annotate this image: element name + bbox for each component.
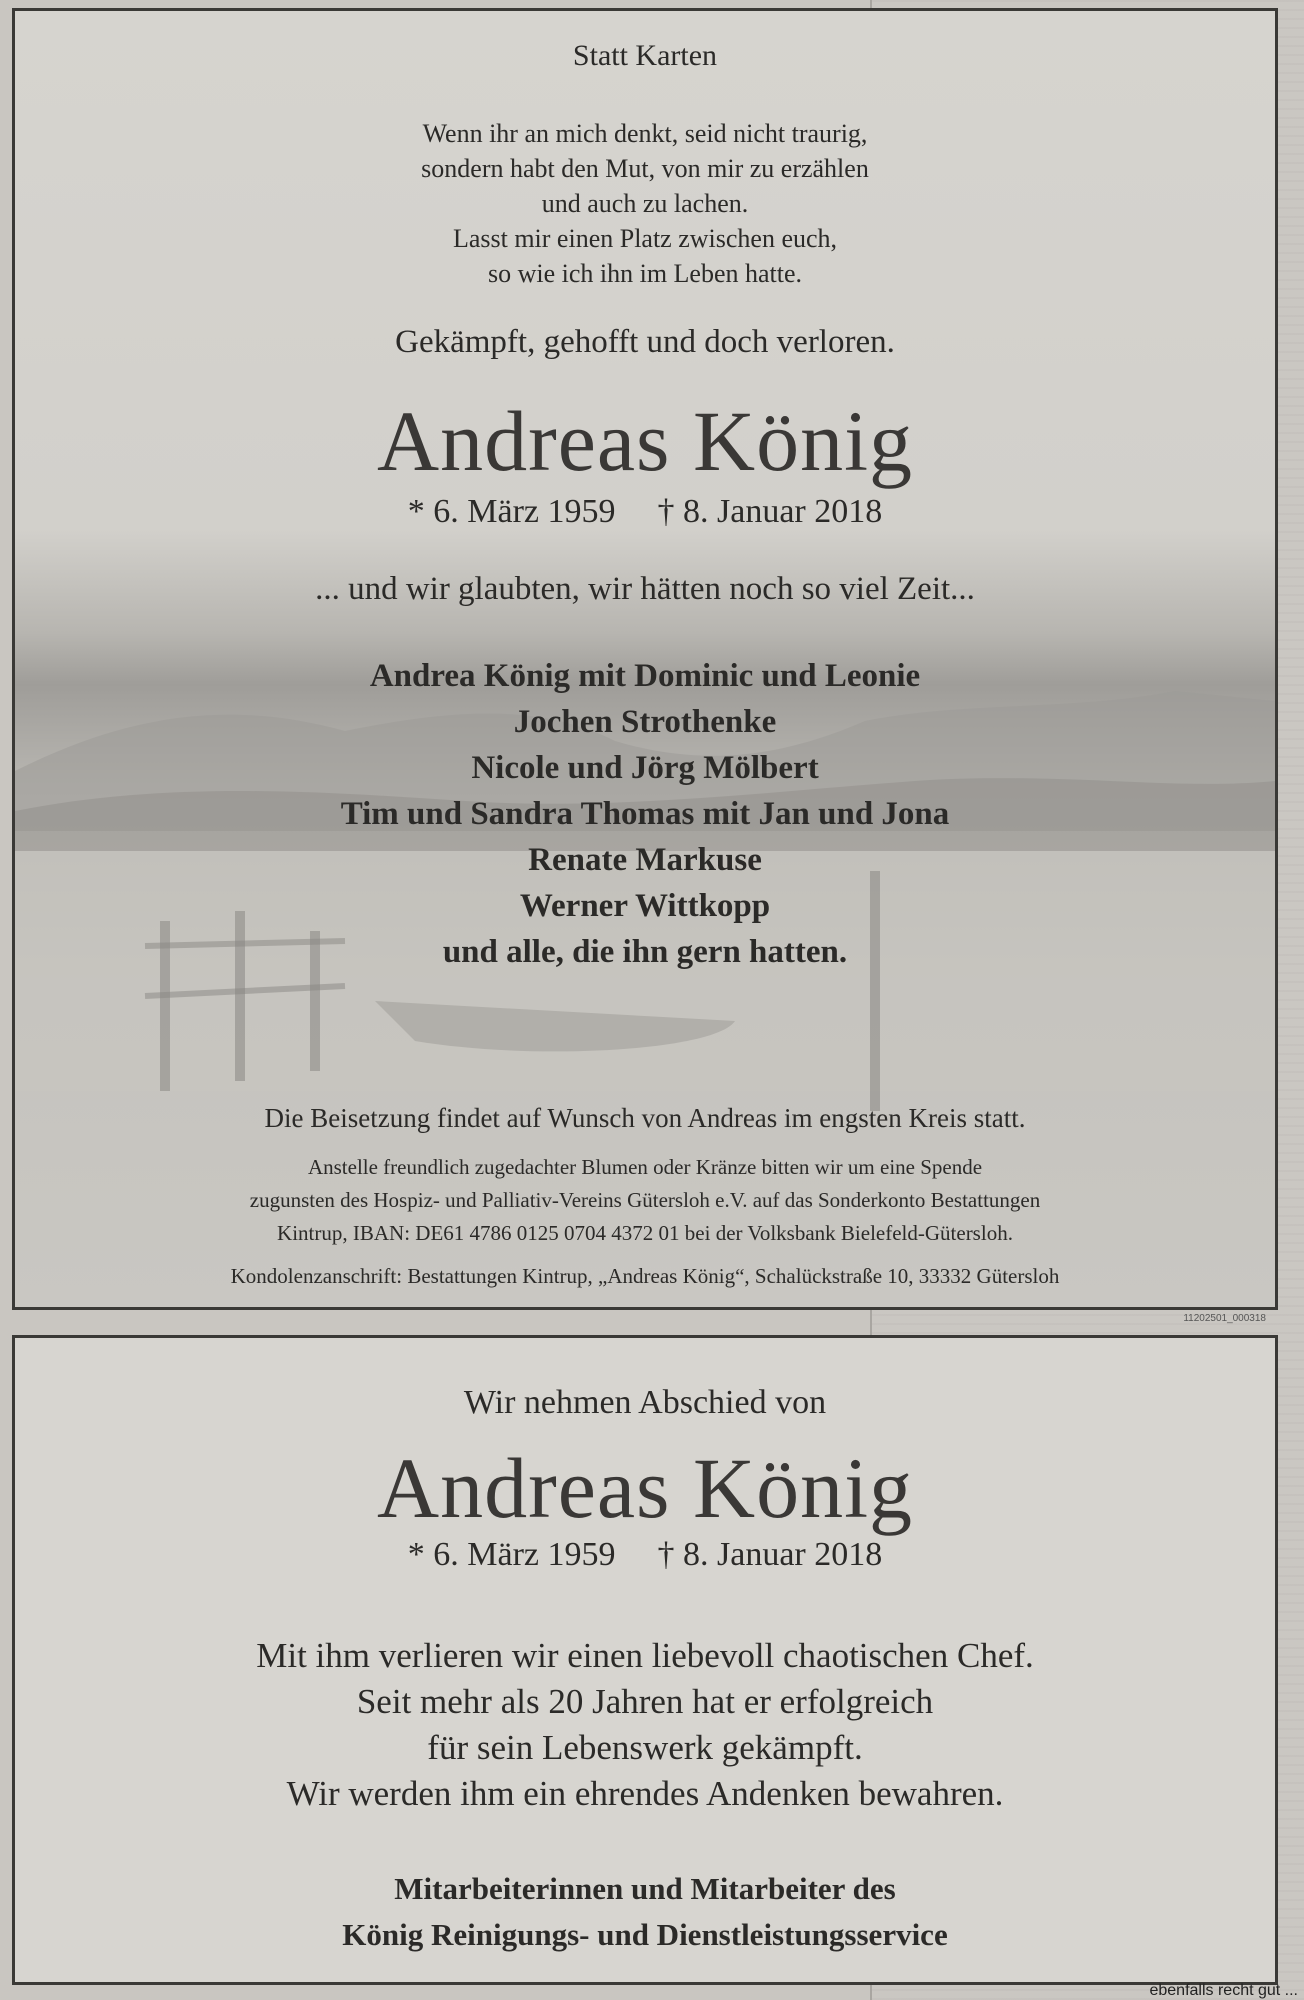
death-date: † 8. Januar 2018: [657, 493, 883, 530]
family-member: Jochen Strothenke: [513, 704, 777, 740]
deceased-name: Andreas König: [376, 393, 914, 489]
signature-line: König Reinigungs- und Dienstleistungsservice: [342, 1917, 948, 1952]
tribute-text: [15, 1633, 1275, 1817]
death-date: † 8. Januar 2018: [657, 1536, 883, 1573]
family-member: Tim und Sandra Thomas mit Jan und Jona: [340, 796, 950, 832]
donation-info: [15, 1151, 1275, 1250]
poem-line: so wie ich ihn im Leben hatte.: [487, 259, 803, 288]
family-member: und alle, die ihn gern hatten.: [442, 934, 848, 970]
family-member: Renate Markuse: [528, 842, 762, 878]
statt-karten-header: Statt Karten: [572, 39, 718, 72]
farewell-intro: Wir nehmen Abschied von: [463, 1384, 827, 1421]
life-dates: [15, 493, 1275, 531]
birth-date: * 6. März 1959: [407, 1536, 616, 1573]
tribute-line: Seit mehr als 20 Jahren hat er erfolgreich: [356, 1682, 934, 1721]
tribute-line: Wir werden ihm ein ehrendes Andenken bewahren.: [286, 1774, 1004, 1813]
poem: [15, 116, 1275, 291]
cut-off-page-text: ebenfalls recht gut ...: [1149, 1982, 1298, 1999]
condolence-address: Kondolenzanschrift: Bestattungen Kintrup, „Andreas König“, Schalückstraße 10, 33332 Gütersloh: [230, 1264, 1060, 1288]
family-member: Andrea König mit Dominic und Leonie: [369, 658, 921, 694]
tribute-line: Mit ihm verlieren wir einen liebevoll chaotischen Chef.: [256, 1636, 1034, 1675]
donation-line: Anstelle freundlich zugedachter Blumen oder Kränze bitten wir um eine Spende: [307, 1155, 983, 1179]
quote: ... und wir glaubten, wir hätten noch so viel Zeit...: [315, 571, 975, 607]
tribute-line: für sein Lebenswerk gekämpft.: [427, 1728, 863, 1767]
funeral-info: Die Beisetzung findet auf Wunsch von Andreas im engsten Kreis statt.: [264, 1103, 1026, 1133]
signature: [15, 1866, 1275, 1958]
signature-line: Mitarbeiterinnen und Mitarbeiter des: [394, 1871, 896, 1906]
deceased-name: Andreas König: [376, 1440, 914, 1536]
poem-line: sondern habt den Mut, von mir zu erzählen: [421, 154, 869, 183]
family-list: [15, 653, 1275, 975]
donation-line: Kintrup, IBAN: DE61 4786 0125 0704 4372 01 bei der Volksbank Bielefeld-Gütersloh.: [277, 1221, 1013, 1245]
family-member: Werner Wittkopp: [519, 888, 771, 924]
birth-date: * 6. März 1959: [407, 493, 616, 530]
donation-line: zugunsten des Hospiz- und Palliativ-Vereins Gütersloh e.V. auf das Sonderkonto Bestattungen: [249, 1188, 1041, 1212]
poem-line: Lasst mir einen Platz zwischen euch,: [452, 224, 838, 253]
obituary-notice-family: [12, 8, 1278, 1310]
poem-line: Wenn ihr an mich denkt, seid nicht traurig,: [422, 119, 868, 148]
poem-line: und auch zu lachen.: [541, 189, 749, 218]
motto: Gekämpft, gehofft und doch verloren.: [395, 324, 895, 360]
obituary-notice-company: [12, 1335, 1278, 1985]
life-dates: [15, 1536, 1275, 1574]
family-member: Nicole und Jörg Mölbert: [471, 750, 819, 786]
ad-reference-code: 11202501_000318: [1183, 1313, 1266, 1324]
